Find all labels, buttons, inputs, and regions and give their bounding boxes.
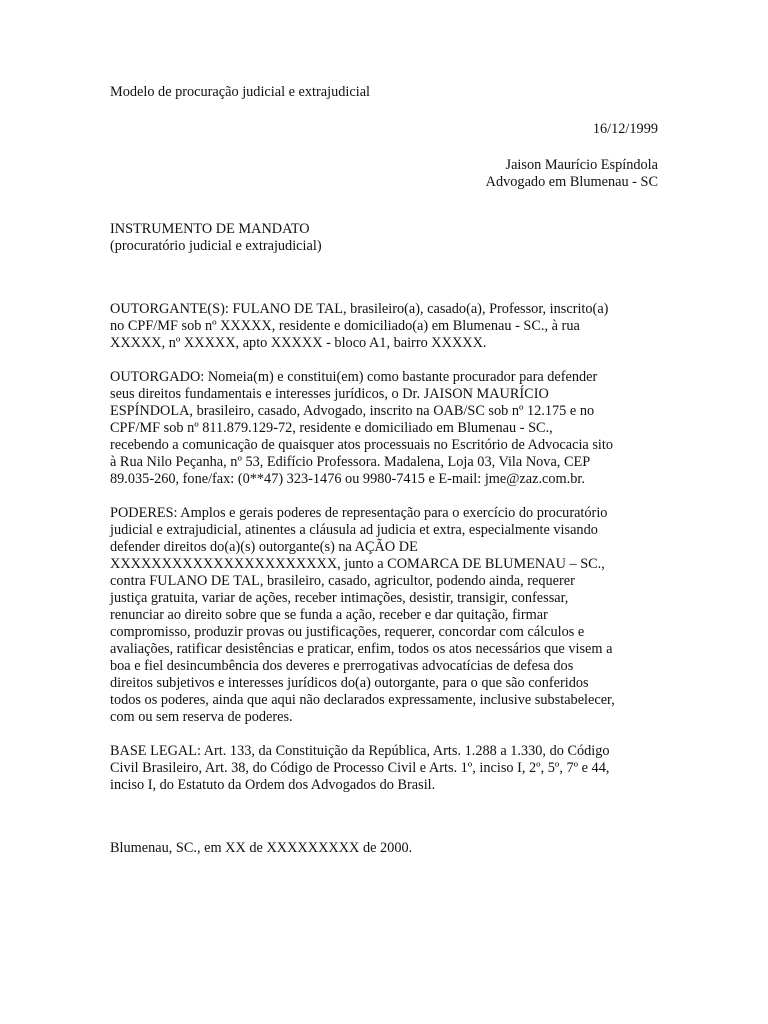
paragraph-line: judicial e extrajudicial, atinentes a cláusula ad judicia et extra, especialmente visando [110, 522, 598, 538]
paragraph-line: PODERES: Amplos e gerais poderes de representação para o exercício do procuratório [110, 505, 608, 521]
document-date: 16/12/1999 [592, 121, 658, 137]
paragraph-line: XXXXXXXXXXXXXXXXXXXXXX, junto a COMARCA DE BLUMENAU – SC., [110, 556, 605, 572]
paragraph-line: 89.035-260, fone/fax: (0**47) 323-1476 ou 9980-7415 e E-mail: jme@zaz.com.br. [110, 471, 585, 487]
paragraph-line: no CPF/MF sob nº XXXXX, residente e domiciliado(a) em Blumenau - SC., à rua [110, 318, 580, 334]
paragraph-line: à Rua Nilo Peçanha, nº 53, Edifício Professora. Madalena, Loja 03, Vila Nova, CEP [110, 454, 591, 470]
paragraph-line: OUTORGANTE(S): FULANO DE TAL, brasileiro(a), casado(a), Professor, inscrito(a) [110, 301, 609, 317]
outorgantes-paragraph [110, 301, 658, 352]
paragraph-line: seus direitos fundamentais e interesses jurídicos, o Dr. JAISON MAURÍCIO [110, 386, 549, 402]
author-role: Advogado em Blumenau - SC [485, 174, 658, 190]
instrument-subheading: (procuratório judicial e extrajudicial) [110, 238, 322, 254]
paragraph-line: renunciar ao direito sobre que se funda a ação, receber e dar quitação, firmar [110, 607, 548, 623]
paragraph-line: boa e fiel desincumbência dos deveres e prerrogativas advocatícias de defesa dos [110, 658, 574, 674]
paragraph-line: defender direitos do(a)(s) outorgante(s) na AÇÃO DE [110, 539, 418, 555]
paragraph-line: justiça gratuita, variar de ações, receber intimações, desistir, transigir, confessar, [110, 590, 569, 606]
paragraph-line: com ou sem reserva de poderes. [110, 709, 293, 725]
base-legal-paragraph [110, 743, 658, 794]
paragraph-line: BASE LEGAL: Art. 133, da Constituição da República, Arts. 1.288 a 1.330, do Código [110, 743, 610, 759]
outorgado-paragraph [110, 369, 658, 488]
closing-place-date: Blumenau, SC., em XX de XXXXXXXXX de 2000. [110, 840, 413, 856]
paragraph-line: ESPÍNDOLA, brasileiro, casado, Advogado, inscrito na OAB/SC sob nº 12.175 e no [110, 403, 595, 419]
poderes-paragraph [110, 505, 658, 726]
paragraph-line: OUTORGADO: Nomeia(m) e constitui(em) como bastante procurador para defender [110, 369, 598, 385]
paragraph-line: CPF/MF sob nº 811.879.129-72, residente e domiciliado em Blumenau - SC., [110, 420, 553, 436]
paragraph-line: direitos subjetivos e interesses jurídicos do(a) outorgante, para o que são conferidos [110, 675, 589, 691]
paragraph-line: inciso I, do Estatuto da Ordem dos Advogados do Brasil. [110, 777, 436, 793]
paragraph-line: XXXXX, nº XXXXX, apto XXXXX - bloco A1, bairro XXXXX. [110, 335, 487, 351]
paragraph-line: compromisso, produzir provas ou justificações, requerer, concordar com cálculos e [110, 624, 585, 640]
paragraph-line: contra FULANO DE TAL, brasileiro, casado, agricultor, podendo ainda, requerer [110, 573, 575, 589]
paragraph-line: Civil Brasileiro, Art. 38, do Código de Processo Civil e Arts. 1º, inciso I, 2º, 5º, 7º e 44, [110, 760, 610, 776]
document-page [110, 84, 658, 857]
instrument-heading: INSTRUMENTO DE MANDATO [110, 221, 310, 237]
paragraph-line: todos os poderes, ainda que aqui não declarados expressamente, inclusive substabelecer, [110, 692, 615, 708]
author-name: Jaison Maurício Espíndola [505, 157, 658, 173]
document-title: Modelo de procuração judicial e extrajudicial [110, 84, 371, 100]
paragraph-line: recebendo a comunicação de quaisquer atos processuais no Escritório de Advocacia sito [110, 437, 613, 453]
paragraph-line: avaliações, ratificar desistências e praticar, enfim, todos os atos necessários que visem a [110, 641, 613, 657]
